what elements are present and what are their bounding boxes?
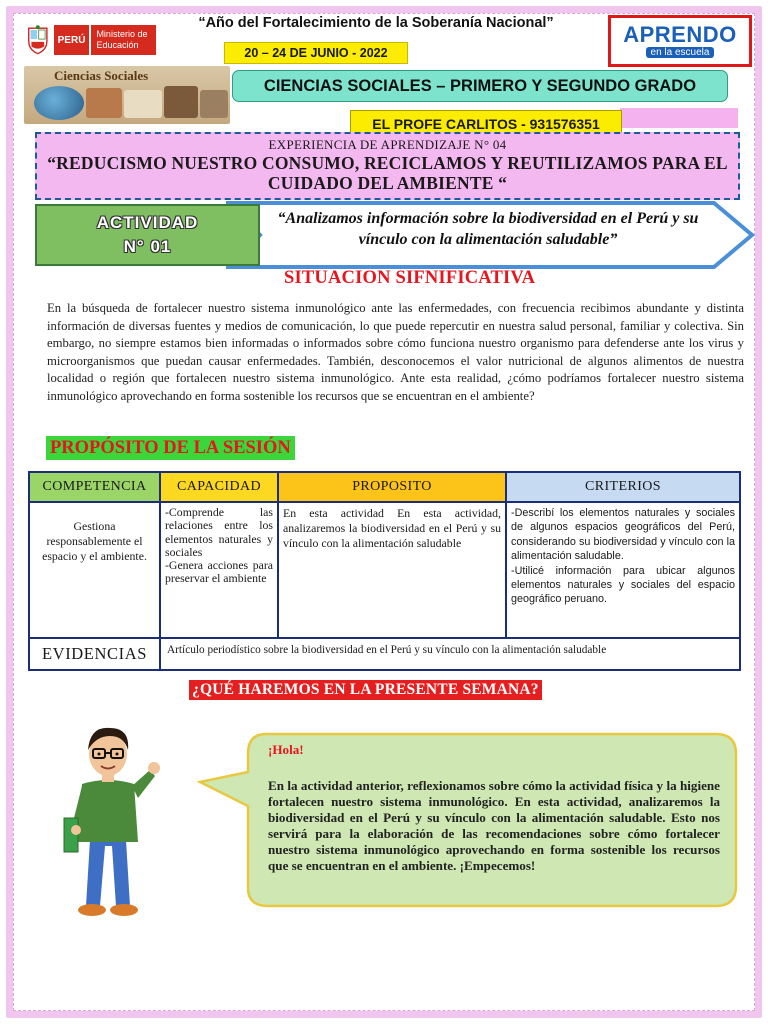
teacher-contact: EL PROFE CARLITOS - 931576351 xyxy=(350,110,622,137)
activity-title: “Analizamos información sobre la biodiversidad en el Perú y su vínculo con la alimentación saludable” xyxy=(277,210,699,248)
competency-table xyxy=(28,471,741,671)
experience-title: “REDUCISMO NUESTRO CONSUMO, RECICLAMOS Y REUTILIZAMOS PARA EL CUIDADO DEL AMBIENTE “ xyxy=(47,153,728,193)
bubble-greeting: ¡Hola! xyxy=(268,742,304,757)
peru-shield-icon xyxy=(26,23,50,57)
competencia-cell: Gestiona responsablemente el espacio y el ambiente. xyxy=(29,502,160,638)
capacidad-cell xyxy=(160,502,278,638)
year-title: “Año del Fortalecimiento de la Soberanía Nacional” xyxy=(198,15,554,31)
experience-number: EXPERIENCIA DE APRENDIZAJE N° 04 xyxy=(268,137,507,152)
evidencias-label: EVIDENCIAS xyxy=(29,638,160,670)
boy-character-illustration xyxy=(60,722,160,922)
brand-sub: en la escuela xyxy=(646,47,715,58)
situation-heading: SITUACION SIFNIFICATIVA xyxy=(284,268,536,288)
capacidad-item-1: -Comprende las relaciones entre los elementos naturales y sociales xyxy=(165,505,273,559)
header-competencia: COMPETENCIA xyxy=(29,472,160,502)
ministry-name: Ministerio de Educación xyxy=(91,25,156,55)
experience-box xyxy=(35,132,740,200)
banner-globe-image xyxy=(34,86,84,120)
subject-banner-title: Ciencias Sociales xyxy=(54,68,149,83)
banner-map-image xyxy=(86,88,122,118)
pink-strip xyxy=(620,108,738,128)
activity-label-line2: N° 01 xyxy=(123,237,172,256)
header-criterios: CRITERIOS xyxy=(506,472,740,502)
banner-book-image xyxy=(124,90,162,118)
banner-photo-image xyxy=(164,86,198,118)
ministry-short: PERÚ xyxy=(54,25,90,55)
aprendo-logo xyxy=(608,15,752,67)
activity-label-line1: ACTIVIDAD xyxy=(96,213,199,232)
situation-text: En la búsqueda de fortalecer nuestro sistema inmunológico ante las enfermedades, con frecuencia recibimos abundante y distinta información de diversas fuentes y medios de comunicación, lo que puede repercutir en nuestra salud personal, familiar y colectiva. Sin embargo, no siempre estamos bien informadas o informados sobre cómo funciona nuestro organismo para defenderse ante los virus y microorganismos que puedan causar enfermedades. También, desconocemos el valor nutricional de algunos alimentos de nuestra localidad o región que fortalecen nuestro sistema inmunológico. Ante esta realidad, ¿cómo podríamos fortalecer nuestro sistema inmunológico aprovechando en forma sostenible los recursos que se encuentran en el ambiente? xyxy=(47,301,744,403)
banner-art-image xyxy=(200,90,228,118)
criterios-cell xyxy=(506,502,740,638)
header-capacidad: CAPACIDAD xyxy=(160,472,278,502)
capacidad-item-2: -Genera acciones para preservar el ambiente xyxy=(165,558,273,586)
proposito-cell: En esta actividad En esta actividad, analizaremos la biodiversidad en el Perú y su vínculo con la alimentación saludable xyxy=(278,502,506,638)
evidencias-cell: Artículo periodístico sobre la biodiversidad en el Perú y su vínculo con la alimentación saludable xyxy=(160,638,740,670)
activity-label xyxy=(35,204,260,266)
header-proposito: PROPOSITO xyxy=(278,472,506,502)
criterio-item-1: -Describí los elementos naturales y sociales de algunos espacios geográficos del Perú, considerando su biodiversidad y vínculo con la alimentación saludable. xyxy=(511,507,735,563)
bubble-text xyxy=(268,742,720,874)
bubble-message: En la actividad anterior, reflexionamos sobre cómo la actividad física y la higiene fortalecen nuestro sistema inmunológico. En esta actividad, analizaremos la biodiversidad en el Perú y su vínculo con la alimentación saludable. Esto nos servirá para la elaboración de las recomendaciones sobre cómo fortalecer nuestro sistema inmunológico aprovechando en forma sostenible los recursos que se encuentran en el ambiente. ¡Empecemos! xyxy=(268,778,720,873)
date-range: 20 – 24 DE JUNIO - 2022 xyxy=(224,42,408,64)
criterio-item-2: -Utilicé información para ubicar algunos elementos naturales y sociales del espacio geográfico peruano. xyxy=(511,564,735,606)
ministry-logo xyxy=(26,20,156,60)
brand-main: APRENDO xyxy=(623,22,737,47)
purpose-heading: PROPÓSITO DE LA SESIÓN xyxy=(46,436,295,460)
grade-title: CIENCIAS SOCIALES – PRIMERO Y SEGUNDO GRADO xyxy=(232,70,728,102)
subject-banner xyxy=(24,66,230,124)
week-heading: ¿QUÉ HAREMOS EN LA PRESENTE SEMANA? xyxy=(189,680,542,700)
